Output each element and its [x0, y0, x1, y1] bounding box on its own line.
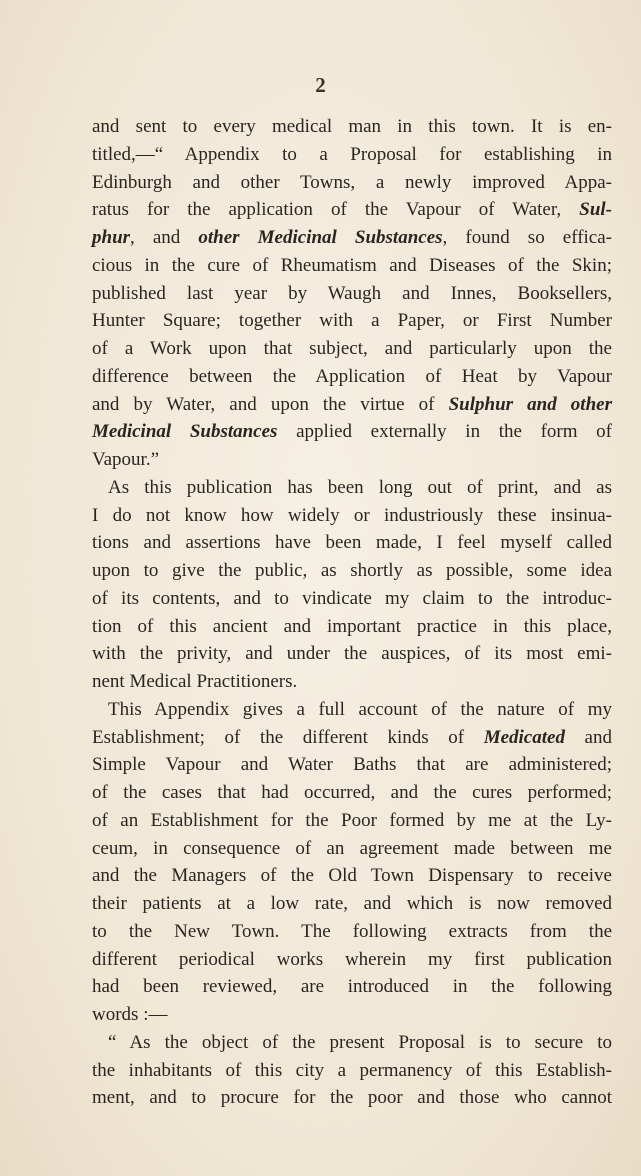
italic-text: Medicated — [483, 726, 565, 748]
body-text — [92, 113, 612, 1112]
text-segment: upon to give the public, as shortly as possible, some idea — [92, 560, 612, 581]
text-line — [92, 613, 612, 641]
text-line — [92, 224, 612, 252]
text-line — [92, 196, 612, 224]
text-segment: cious in the cure of Rheumatism and Diseases of the Skin; — [92, 254, 612, 276]
text-line — [92, 890, 612, 918]
text-segment: “ As the object of the present Proposal is to secure to — [108, 1031, 612, 1053]
text-segment: titled,—“ Appendix to a Proposal for establishing in — [92, 143, 612, 165]
text-line — [92, 252, 612, 280]
text-line — [92, 751, 612, 779]
text-line — [92, 1057, 612, 1085]
text-segment: tions and assertions have been made, I feel myself called — [92, 532, 612, 554]
text-segment: , found so effica- — [442, 227, 612, 248]
text-segment: nent Medical Practitioners. — [92, 671, 298, 692]
text-line — [92, 169, 612, 197]
italic-text: Sulphur and other — [448, 393, 612, 415]
text-line — [92, 973, 612, 1001]
text-line — [92, 724, 612, 752]
text-line — [92, 1029, 612, 1057]
text-segment: Edinburgh and other Towns, a newly improved Appa- — [92, 171, 612, 193]
text-segment: words :— — [92, 1004, 168, 1025]
text-line — [92, 363, 612, 391]
text-segment: ceum, in consequence of an agreement made between me — [92, 837, 612, 859]
text-line — [92, 835, 612, 863]
text-segment: and sent to every medical man in this town. It is en- — [92, 116, 612, 137]
text-line — [92, 585, 612, 613]
text-segment: published last year by Waugh and Innes, Booksellers, — [92, 282, 612, 304]
text-line — [92, 1084, 612, 1112]
text-line — [92, 807, 612, 835]
text-line — [92, 113, 612, 141]
text-line — [92, 862, 612, 890]
text-segment: Establishment; of the different kinds of — [92, 726, 484, 748]
italic-text: phur — [92, 227, 131, 248]
text-segment: of its contents, and to vindicate my claim to the introduc- — [92, 587, 612, 609]
text-line — [92, 141, 612, 169]
text-segment: of a Work upon that subject, and particularly upon the — [92, 338, 612, 359]
text-line — [92, 557, 612, 585]
text-line — [92, 696, 612, 724]
text-line — [92, 335, 612, 363]
text-line — [92, 1001, 612, 1029]
text-segment: tion of this ancient and important practice in this place, — [92, 615, 612, 637]
text-line — [92, 529, 612, 557]
text-segment: Vapour.” — [92, 449, 160, 470]
text-segment: difference between the Application of Heat by Vapour — [92, 365, 612, 387]
text-line — [92, 307, 612, 335]
text-segment: Hunter Square; together with a Paper, or First Number — [92, 310, 612, 332]
text-segment: of an Establishment for the Poor formed by me at the Ly- — [92, 809, 612, 831]
text-segment: and the Managers of the Old Town Dispensary to receive — [92, 865, 612, 887]
text-segment: of the cases that had occurred, and the cures performed; — [92, 782, 612, 803]
text-segment: with the privity, and under the auspices, of its most emi- — [92, 643, 612, 665]
text-segment: the inhabitants of this city a permanency of this Establish- — [92, 1059, 612, 1081]
italic-text: Sul- — [579, 199, 612, 221]
text-line — [92, 446, 612, 474]
text-segment: and by Water, and upon the virtue of — [92, 393, 449, 415]
text-line — [92, 779, 612, 807]
text-segment: to the New Town. The following extracts from the — [92, 920, 612, 942]
text-line — [92, 946, 612, 974]
text-line — [92, 502, 612, 530]
text-segment: , and — [130, 227, 199, 248]
italic-text: Medicinal Substances — [92, 421, 278, 443]
text-segment: Simple Vapour and Water Baths that are administered; — [92, 754, 612, 776]
italic-text: other Medicinal Substances — [198, 227, 443, 248]
text-segment: had been reviewed, are introduced in the following — [92, 976, 612, 998]
text-segment: applied externally in the form of — [277, 421, 612, 443]
text-segment: and — [564, 726, 612, 748]
text-line — [92, 391, 612, 419]
text-segment: I do not know how widely or industriously these insinua- — [92, 504, 612, 526]
text-line — [92, 668, 612, 696]
text-line — [92, 280, 612, 308]
page-number: 2 — [315, 73, 326, 97]
text-segment: This Appendix gives a full account of the nature of my — [108, 698, 612, 720]
text-line — [92, 640, 612, 668]
text-line — [92, 918, 612, 946]
text-segment: different periodical works wherein my first publication — [92, 948, 612, 970]
text-segment: ment, and to procure for the poor and those who cannot — [92, 1087, 612, 1109]
text-line — [92, 418, 612, 446]
text-segment: ratus for the application of the Vapour of Water, — [92, 199, 580, 221]
text-segment: their patients at a low rate, and which is now removed — [92, 893, 612, 914]
text-segment: As this publication has been long out of print, and as — [108, 476, 612, 498]
text-line — [92, 474, 612, 502]
